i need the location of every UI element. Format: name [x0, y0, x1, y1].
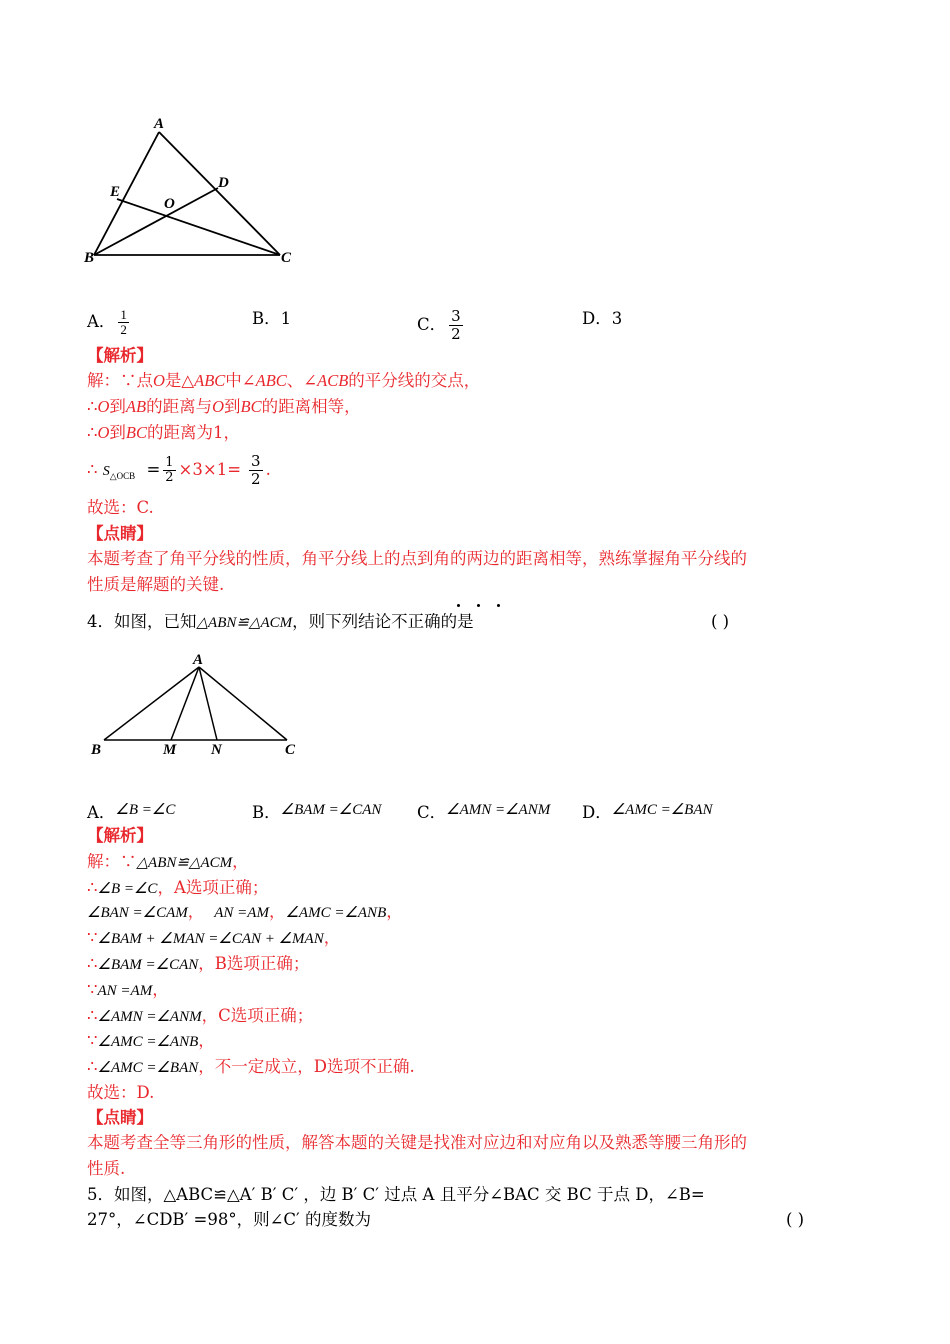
- q5-stem-line-2: 27°，∠CDB′ =98°，则∠C′ 的度数为: [87, 1210, 372, 1229]
- q4-comment-line-2: 性质.: [87, 1159, 126, 1178]
- q4-comment-tag: 【点睛】: [87, 1108, 153, 1127]
- label-b: B: [91, 742, 102, 758]
- label-a: A: [193, 652, 204, 668]
- q3-analysis-line-3: ∴O到BC的距离为1，: [87, 423, 241, 442]
- q5-answer-bracket: ( ): [786, 1210, 805, 1229]
- q4-analysis-line-1: 解：∵△ABN≌△ACM，: [87, 852, 249, 871]
- label-d: D: [218, 175, 229, 191]
- emphasis-dot-2: [477, 604, 480, 607]
- label-b: B: [84, 250, 95, 266]
- label-e: E: [110, 184, 121, 200]
- q4-option-c: C．∠AMN =∠ANM: [417, 802, 551, 822]
- q3-comment-tag: 【点睛】: [87, 524, 153, 543]
- q3-analysis-line-4: ∴ $S_{\triangle OCB}$ = $\frac{1}{2}$ ×3×1= $\frac{3}{2}$ .: [87, 452, 271, 488]
- triangle-figure-q3: [80, 110, 310, 275]
- q3-answer: 故选：C.: [87, 498, 154, 517]
- q4-analysis-line-7: ∴∠AMN =∠ANM，C选项正确；: [87, 1006, 314, 1025]
- q3-analysis-line-2: ∴O到AB的距离与O到BC的距离相等，: [87, 397, 361, 416]
- q5-stem-line-1: 5．如图，△ABC≌△A′ B′ C′ ，边 B′ C′ 过点 A 且平分∠BAC 交 BC 于点 D，∠B=: [87, 1185, 705, 1204]
- q4-answer: 故选：D.: [87, 1083, 155, 1102]
- q4-answer-bracket: ( ): [711, 612, 730, 631]
- q4-analysis-line-9: ∴∠AMC =∠BAN，不一定成立，D选项不正确.: [87, 1057, 415, 1076]
- q4-option-b: B．∠BAM =∠CAN: [252, 802, 382, 822]
- q4-analysis-tag: 【解析】: [87, 826, 153, 845]
- q3-option-d: D．3: [582, 309, 623, 328]
- q4-analysis-line-8: ∵∠AMC =∠ANB，: [87, 1031, 215, 1050]
- q3-option-c: C． $\frac{3}{2}$: [417, 307, 461, 343]
- q3-analysis-tag: 【解析】: [87, 346, 153, 365]
- q4-stem: 4．如图，已知△ABN≌△ACM，则下列结论不正确的是: [87, 612, 474, 631]
- q4-analysis-line-2: ∴∠B =∠C，A选项正确；: [87, 878, 269, 897]
- q3-option-b: B．1: [252, 309, 292, 328]
- q4-option-a: A．∠B =∠C: [87, 802, 176, 822]
- emphasis-dot-3: [497, 604, 500, 607]
- label-n: N: [211, 742, 222, 758]
- q4-analysis-line-4: ∵∠BAM + ∠MAN =∠CAN + ∠MAN，: [87, 928, 341, 947]
- label-c: C: [281, 250, 292, 266]
- q3-option-a: A． $\frac{1}{2}$: [87, 307, 127, 337]
- q3-comment-line-2: 性质是解题的关键.: [87, 575, 225, 594]
- q4-analysis-line-5: ∴∠BAM =∠CAN，B选项正确；: [87, 954, 310, 973]
- q4-option-d: D．∠AMC =∠BAN: [582, 802, 713, 822]
- q4-analysis-line-3: ∠BAN =∠CAM， AN =AM，∠AMC =∠ANB，: [87, 902, 403, 921]
- label-a: A: [154, 116, 165, 132]
- label-o: O: [164, 196, 175, 212]
- q4-comment-line-1: 本题考查全等三角形的性质，解答本题的关键是找准对应边和对应角以及熟悉等腰三角形的: [87, 1133, 747, 1152]
- q3-analysis-line-1: 解：∵点O是△ABC中∠ABC、∠ACB的平分线的交点，: [87, 371, 481, 390]
- q4-analysis-line-6: ∵AN =AM，: [87, 980, 169, 999]
- emphasis-dot-1: [457, 604, 460, 607]
- emphasis-dots: 不正确: [391, 612, 441, 631]
- q3-comment-line-1: 本题考查了角平分线的性质，角平分线上的点到角的两边的距离相等，熟练掌握角平分线的: [87, 549, 747, 568]
- label-c: C: [285, 742, 296, 758]
- triangle-figure-q4: [82, 648, 312, 763]
- label-m: M: [163, 742, 177, 758]
